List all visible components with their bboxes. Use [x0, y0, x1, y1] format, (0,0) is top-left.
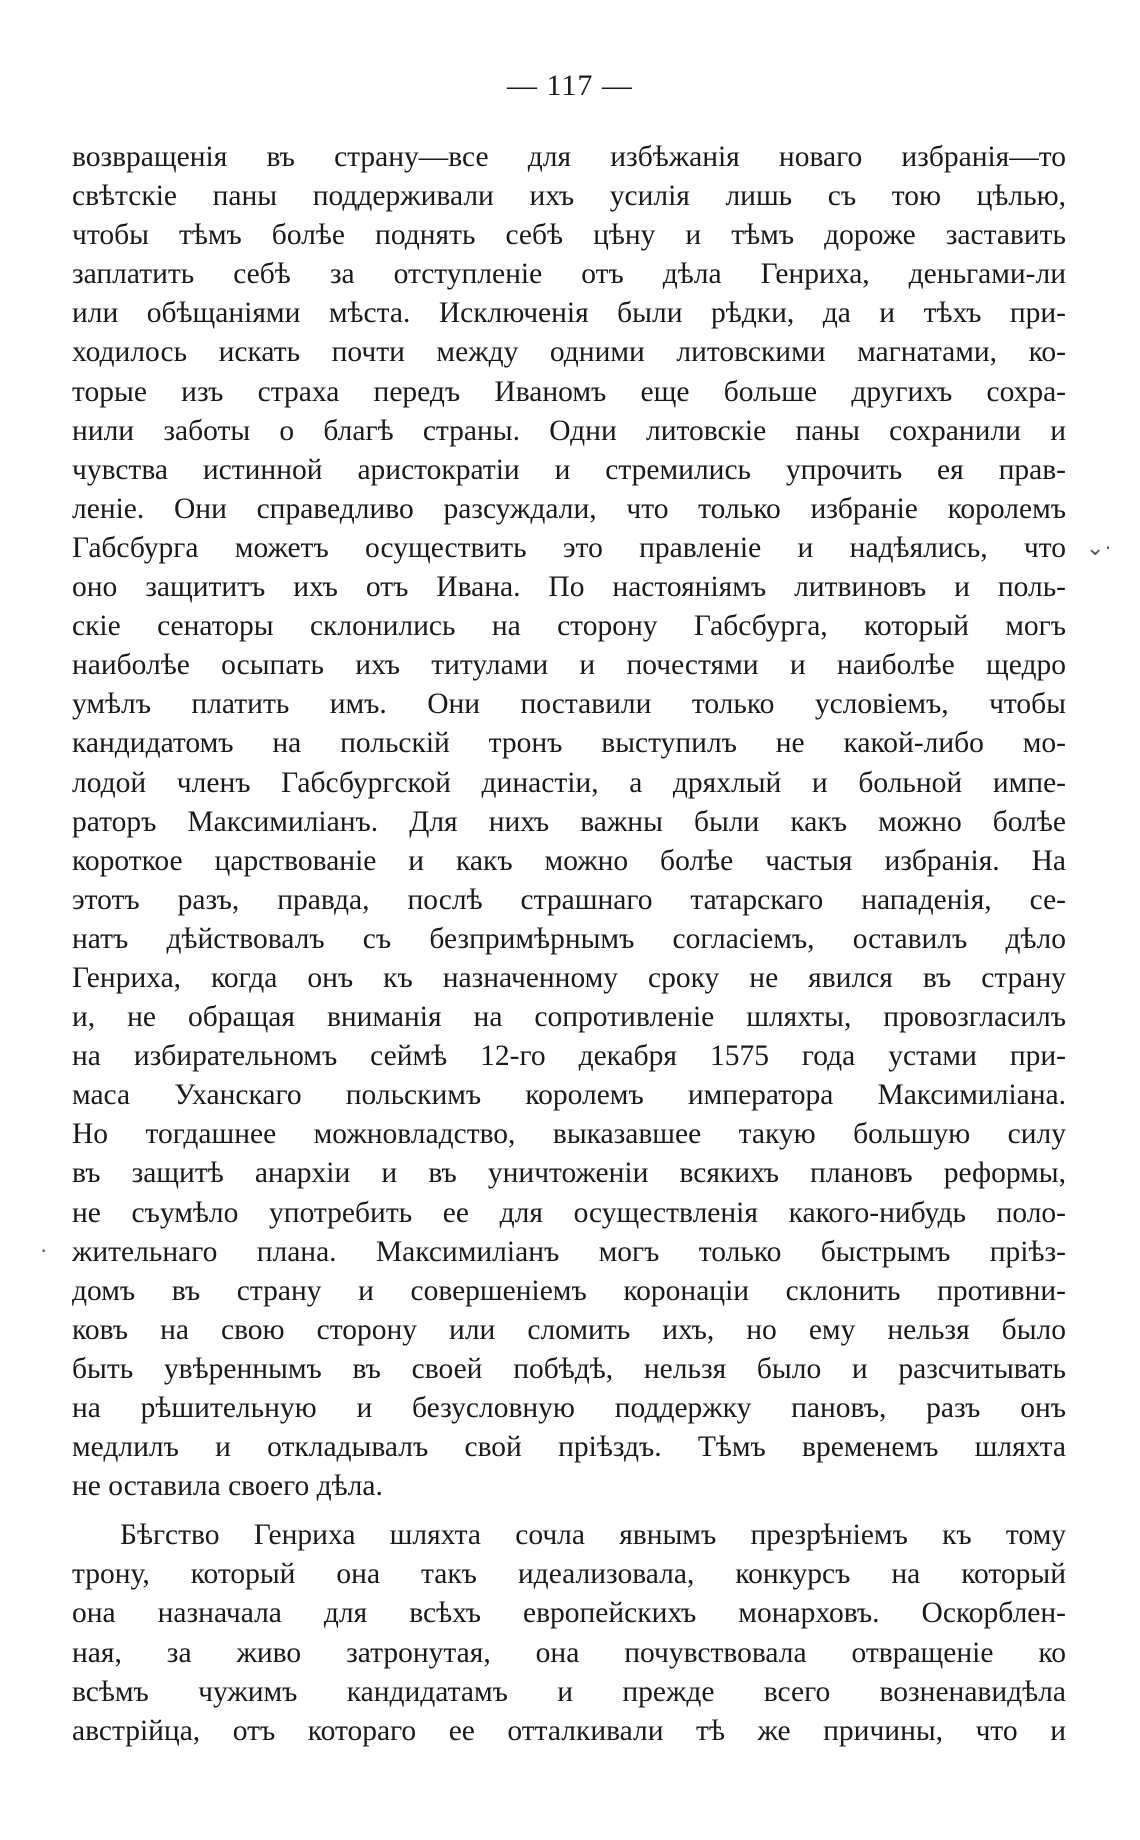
text-line: скіе сенаторы склонились на сторону Габсбурга, который могъ [72, 610, 1066, 643]
text-line: въ защитѣ анархіи и въ уничтоженіи всякихъ плановъ реформы, [72, 1157, 1066, 1190]
text-line: леніе. Они справедливо разсуждали, что только избраніе королемъ [72, 492, 1066, 525]
text-line: домъ въ страну и совершеніемъ коронаціи склонить противни- [72, 1274, 1066, 1307]
text-line: не съумѣло употребить ее для осуществленія какого-нибудь поло- [72, 1196, 1066, 1229]
text-line: Генриха, когда онъ къ назначенному сроку не явился въ страну [72, 961, 1066, 994]
text-line: не оставила своего дѣла. [72, 1470, 383, 1503]
text-line: ковъ на свою сторону или сломить ихъ, но ему нельзя было [72, 1313, 1066, 1346]
text-line: лодой членъ Габсбургской династіи, а дряхлый и больной импе- [72, 766, 1066, 799]
text-line: ходилось искать почти между одними литовскими магнатами, ко- [72, 336, 1066, 369]
text-line: трону, который она такъ идеализовала, конкурсъ на который [72, 1558, 1066, 1591]
text-line: австрійца, отъ котораго ее отталкивали тѣ же причины, что и [72, 1714, 1066, 1747]
text-line: Но тогдашнее можновладство, выказавшее такую большую силу [72, 1118, 1066, 1151]
text-line: Габсбурга можетъ осуществить это правленіе и надѣялись, что [72, 531, 1066, 564]
text-line: заплатить себѣ за отступленіе отъ дѣла Генриха, деньгами-ли [72, 258, 1066, 291]
text-line: на рѣшительную и безусловную поддержку пановъ, разъ онъ [72, 1392, 1066, 1424]
text-line: она назначала для всѣхъ европейскихъ монарховъ. Оскорблен- [72, 1597, 1066, 1630]
page-text [72, 138, 1066, 1751]
text-line: Бѣгство Генриха шляхта сочла явнымъ презрѣніемъ къ тому [120, 1519, 1066, 1552]
text-line: натъ дѣйствовалъ съ безпримѣрнымъ согласіемъ, оставилъ дѣло [72, 922, 1066, 955]
text-line: раторъ Максимиліанъ. Для нихъ важны были какъ можно болѣе [72, 805, 1066, 838]
text-line: наиболѣе осыпать ихъ титулами и почестями и наиболѣе щедро [72, 649, 1066, 682]
margin-mark: ⌄· [1086, 535, 1112, 560]
text-line: и, не обращая вниманія на сопротивленіе шляхты, провозгласилъ [72, 1001, 1066, 1034]
text-line: умѣлъ платить имъ. Они поставили только условіемъ, чтобы [72, 688, 1066, 721]
text-line: торые изъ страха передъ Иваномъ еще больше другихъ сохра- [72, 375, 1066, 408]
text-line: маса Уханскаго польскимъ королемъ императора Максимиліана. [72, 1079, 1066, 1112]
text-line: возвращенія въ страну—все для избѣжанія новаго избранія—то [72, 141, 1066, 173]
text-line: ная, за живо затронутая, она почувствовала отвращеніе ко [72, 1636, 1066, 1669]
page-number: — 117 — [507, 69, 633, 102]
text-line: жительнаго плана. Максимиліанъ могъ только быстрымъ пріѣз- [72, 1235, 1066, 1268]
margin-mark: · [40, 1238, 48, 1263]
text-line: чувства истинной аристократіи и стремились упрочить ея прав- [72, 453, 1066, 486]
text-line: быть увѣреннымъ въ своей побѣдѣ, нельзя было и разсчитывать [72, 1352, 1066, 1385]
paragraph-1 [72, 138, 1066, 1506]
text-line: оно защититъ ихъ отъ Ивана. По настояніямъ литвиновъ и поль- [72, 571, 1066, 604]
text-line: чтобы тѣмъ болѣе поднять себѣ цѣну и тѣмъ дороже заставить [72, 219, 1066, 252]
text-line: свѣтскіе паны поддерживали ихъ усилія лишь съ тою цѣлью, [72, 180, 1066, 213]
text-line: этотъ разъ, правда, послѣ страшнаго татарскаго нападенія, се- [72, 883, 1066, 916]
text-line: или обѣщаніями мѣста. Исключенія были рѣдки, да и тѣхъ при- [72, 297, 1066, 330]
text-line: кандидатомъ на польскій тронъ выступилъ не какой-либо мо- [72, 727, 1066, 760]
text-line: медлилъ и откладывалъ свой пріѣздъ. Тѣмъ временемъ шляхта [72, 1431, 1066, 1464]
text-line: короткое царствованіе и какъ можно болѣе частыя избранія. На [72, 844, 1066, 877]
paragraph-2 [72, 1516, 1066, 1751]
text-line: всѣмъ чужимъ кандидатамъ и прежде всего возненавидѣла [72, 1675, 1066, 1708]
text-line: нили заботы о благѣ страны. Одни литовскіе паны сохранили и [72, 414, 1066, 447]
paragraph-gap [72, 1506, 1066, 1516]
text-line: на избирательномъ сеймѣ 12-го декабря 1575 года устами при- [72, 1040, 1066, 1073]
